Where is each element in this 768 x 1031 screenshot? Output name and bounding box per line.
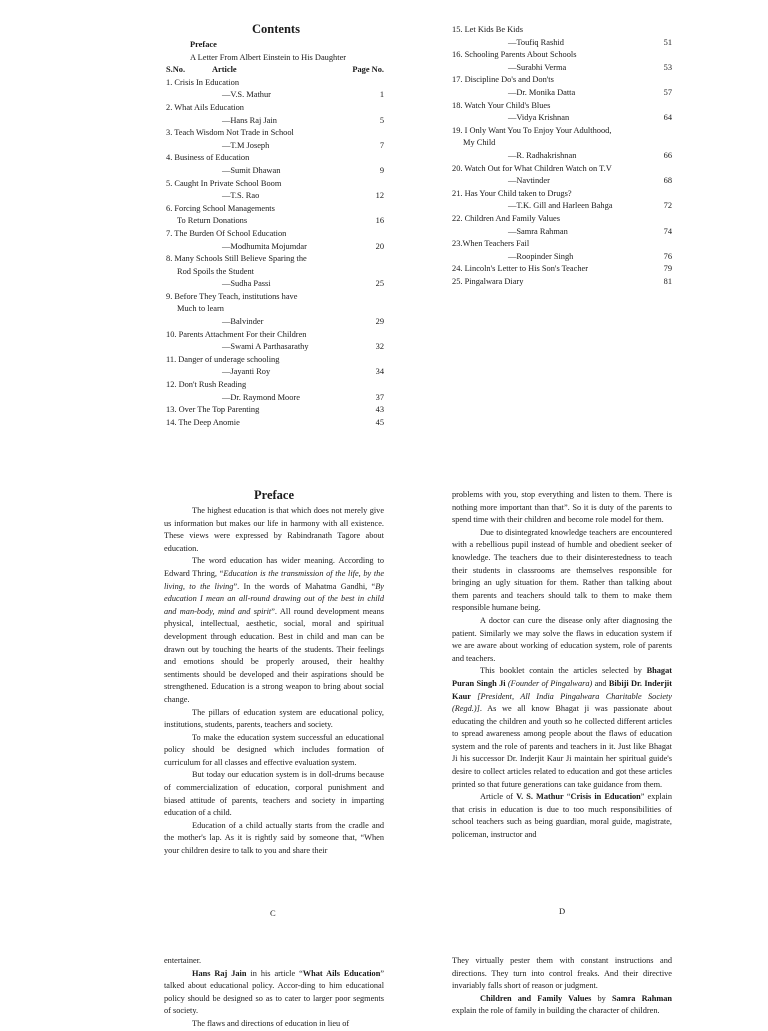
continued-left-text: [164, 955, 384, 1031]
toc-entry-author: —Navtinder: [508, 176, 550, 186]
toc-entry-page: 29: [375, 317, 384, 327]
toc-entry: [166, 127, 384, 140]
contents-right-column: [452, 24, 672, 288]
toc-letter: A Letter From Albert Einstein to His Daughter: [190, 52, 347, 62]
toc-entry-author: —Hans Raj Jain: [222, 115, 277, 125]
contents-title: Contents: [252, 22, 300, 36]
toc-entry-title-cont: To Return Donations: [177, 216, 248, 226]
toc-entry: [166, 215, 384, 228]
toc-entry: [166, 329, 384, 342]
toc-entry: [452, 125, 672, 138]
toc-entry: [452, 188, 672, 201]
paragraph: Children and Family Values by Samra Rahman explain the role of family in building the character of children.: [452, 993, 672, 1016]
toc-entry-page: 1: [379, 90, 384, 100]
toc-entry: [166, 228, 384, 241]
toc-entry-page: 25: [375, 279, 384, 289]
toc-entry-title: 3. Teach Wisdom Not Trade in School: [166, 128, 294, 138]
toc-entry: [452, 49, 672, 62]
continued-page: [0, 955, 768, 1028]
toc-entry-page: 9: [379, 165, 384, 175]
toc-entry: [166, 291, 384, 304]
toc-entry-page: 68: [663, 176, 672, 186]
toc-entry-page: 64: [663, 113, 672, 123]
toc-entry-title-cont: Much to learn: [177, 304, 224, 314]
toc-entry-author: —Sudha Passi: [222, 279, 271, 289]
toc-entry-page: 7: [379, 140, 384, 150]
toc-entry-page: 5: [379, 115, 384, 125]
toc-entry-title: 11. Danger of underage schooling: [166, 354, 280, 364]
toc-entry-title: 16. Schooling Parents About Schools: [452, 50, 577, 60]
toc-entry: [452, 137, 672, 150]
toc-entry: [452, 150, 672, 163]
toc-header-article: Article: [212, 65, 237, 75]
toc-entry-author: —V.S. Mathur: [222, 90, 271, 100]
paragraph: This booklet contain the articles selected by Bhagat Puran Singh Ji (Founder of Pingalwara) and Bibiji Dr. Inderjit Kaur [President, All India Pingalwara Charitable Society (Regd.)]. As we all know Bhagat ji was passionate about educating the children and youth so he collected different articles to spread awareness among people about the flaws of education system and the role of parents and teachers in it. Just like Bhagat Ji his successor Dr. Inderjit Kaur Ji maintain her spiritual guide's desire to collect articles related to education and got these articles printed so that future generations can take guidance from them.: [452, 666, 672, 789]
toc-list-right: [452, 24, 672, 288]
paragraph: The highest education is that which does not merely give us information but makes our life in harmony with all existence. These views were expressed by Rabindranath Tagore about education.: [164, 506, 384, 553]
preface-title: Preface: [253, 488, 294, 502]
toc-entry-author: —Roopinder Singh: [508, 251, 574, 261]
toc-entry-page: 37: [375, 392, 384, 402]
toc-entry-author: —T.K. Gill and Harleen Bahga: [508, 201, 613, 211]
toc-entry-title: 9. Before They Teach, institutions have: [166, 291, 298, 301]
toc-entry: [452, 263, 672, 276]
toc-entry-page: 74: [663, 226, 672, 236]
toc-entry: [452, 37, 672, 50]
toc-entry-title: 18. Watch Your Child's Blues: [452, 100, 551, 110]
toc-entry-title: 1. Crisis In Education: [166, 77, 240, 87]
toc-entry: [452, 87, 672, 100]
toc-entry: [452, 276, 672, 289]
toc-entry: [452, 112, 672, 125]
preface-right-column: [452, 489, 672, 842]
toc-entry-title: 7. The Burden Of School Education: [166, 228, 287, 238]
toc-entry: [166, 89, 384, 102]
toc-entry: [166, 140, 384, 153]
toc-header-page: Page No.: [352, 65, 384, 75]
paragraph: Education of a child actually starts from the cradle and the mother's lap. As it is rightly said by someone that, “When your children desire to talk to you and share their: [164, 820, 384, 856]
toc-entry-title: 6. Forcing School Managements: [166, 203, 275, 213]
toc-entry: [452, 163, 672, 176]
toc-entry-title: 17. Discipline Do's and Don'ts: [452, 75, 554, 85]
toc-entry-title: 10. Parents Attachment For their Children: [166, 329, 307, 339]
toc-entry-author: —Swami A Parthasarathy: [222, 342, 309, 352]
toc-entry: [166, 404, 384, 417]
toc-entry-author: —R. Radhakrishnan: [508, 150, 577, 160]
toc-entry-title: 19. I Only Want You To Enjoy Your Adulthood,: [452, 125, 612, 135]
toc-entry-title: 21. Has Your Child taken to Drugs?: [452, 188, 572, 198]
paragraph: Hans Raj Jain in his article “What Ails Education” talked about educational policy. Accor-ding to him educational policy should be designed so as to cater to larger poor segments of society.: [164, 968, 384, 1016]
paragraph: Article of V. S. Mathur “Crisis in Education” explain that crisis in education is due to too much responsibilities of school teachers such as being guardian, moral guide, magistrate, policeman, instructor and: [452, 792, 672, 840]
paragraph: problems with you, stop everything and listen to them. There is nothing more important than that”. So it is duty of the parents to spend time with their children and become role model for them.: [452, 490, 672, 525]
toc-entry-author: —Sumit Dhawan: [222, 165, 281, 175]
toc-entry-page: 20: [375, 241, 384, 251]
contents-page: [0, 0, 768, 440]
toc-entry: [166, 178, 384, 191]
toc-header-sno: S.No.: [166, 65, 186, 75]
paragraph: entertainer.: [164, 956, 202, 965]
toc-entry: [452, 62, 672, 75]
paragraph: The pillars of education system are educational policy, institutions, students, parents, teachers and society.: [164, 707, 384, 730]
preface-left-column: [164, 488, 384, 858]
toc-entry-title: 12. Don't Rush Reading: [166, 380, 247, 390]
toc-entry-page: 12: [375, 191, 384, 201]
toc-entry-title: 5. Caught In Private School Boom: [166, 178, 282, 188]
toc-entry: [166, 303, 384, 316]
toc-entry: [452, 200, 672, 213]
toc-entry: [452, 238, 672, 251]
toc-entry: [166, 152, 384, 165]
toc-entry-title: 4. Business of Education: [166, 153, 250, 163]
paragraph: They virtually pester them with constant instructions and directions. They turn into control freaks. And their directive invariably falls short of reason or judgment.: [452, 956, 672, 991]
toc-entry-author: —Samra Rahman: [508, 226, 568, 236]
toc-entry: [166, 115, 384, 128]
continued-right-text: [452, 955, 672, 1018]
toc-entry: [166, 341, 384, 354]
toc-entry: [452, 213, 672, 226]
toc-entry-author: —T.M Joseph: [222, 140, 270, 150]
toc-entry-title-cont: My Child: [463, 138, 496, 148]
toc-entry: [166, 354, 384, 367]
toc-entry-title: 2. What Ails Education: [166, 102, 244, 112]
contents-left-column: [166, 22, 384, 429]
paragraph: But today our education system is in doll-drums because of commercialization of education, corporal punishment and biased attitude of parents, teachers and society in imparting education of a child.: [164, 770, 384, 818]
toc-entry-page: 57: [663, 87, 672, 97]
toc-entry: [166, 392, 384, 405]
toc-entry: [452, 251, 672, 264]
toc-entry: [166, 366, 384, 379]
toc-entry-title: 23.When Teachers Fail: [452, 239, 530, 249]
paragraph: A doctor can cure the disease only after diagnosing the patient. Similarly we may solve the flaws in education system if we are aware about working of education system, role of parents and teachers.: [452, 615, 672, 663]
toc-entry-author: —T.S. Rao: [222, 191, 260, 201]
toc-entry-title: 14. The Deep Anomie: [166, 417, 240, 427]
toc-entry: [166, 203, 384, 216]
toc-entry: [452, 100, 672, 113]
toc-entry-title: 15. Let Kids Be Kids: [452, 25, 523, 34]
toc-entry: [452, 226, 672, 239]
page-letter-c: C: [270, 908, 276, 918]
toc-entry-page: 79: [663, 264, 672, 274]
toc-entry-title-cont: Rod Spoils the Student: [177, 266, 255, 276]
toc-entry-page: 34: [375, 367, 384, 377]
toc-entry-title: 8. Many Schools Still Believe Sparing the: [166, 254, 307, 264]
toc-entry: [166, 190, 384, 203]
toc-entry: [166, 266, 384, 279]
toc-entry-author: —Dr. Monika Datta: [508, 87, 576, 97]
toc-entry-title: 25. Pingalwara Diary: [452, 276, 524, 286]
toc-entry-author: —Toufiq Rashid: [508, 37, 564, 47]
toc-entry-title: 20. Watch Out for What Children Watch on T.V: [452, 163, 612, 173]
toc-entry: [452, 24, 672, 37]
toc-entry-author: —Balvinder: [222, 317, 264, 327]
toc-entry-page: 32: [375, 342, 384, 352]
toc-list-left: [166, 77, 384, 430]
toc-entry: [166, 102, 384, 115]
paragraph: To make the education system successful an educational policy should be designed which includes formation of curriculum for all classes and effective evaluation system.: [164, 732, 384, 767]
paragraph: Due to disintegrated knowledge teachers are encountered with a rebellious pupil instead of humble and obedient seeker of knowledge. The teachers due to their disinterestedness to teach their students in classrooms are themselves responsible for bringing an ugly situation for them. Rather than talking about them parents and teachers should talk to them to make them responsible humane being.: [452, 527, 672, 613]
toc-preface: Preface: [190, 40, 217, 49]
toc-entry-page: 53: [663, 62, 672, 72]
toc-entry-author: —Dr. Raymond Moore: [222, 392, 300, 402]
toc-entry-page: 72: [663, 201, 672, 211]
toc-entry: [166, 316, 384, 329]
toc-entry: [452, 175, 672, 188]
toc-entry-page: 51: [663, 37, 672, 47]
paragraph: The flaws and directions of education in lieu of: [192, 1018, 350, 1028]
toc-entry: [166, 278, 384, 291]
toc-entry-page: 81: [663, 276, 672, 286]
toc-entry-author: —Surabhi Verma: [508, 62, 567, 72]
toc-entry: [166, 379, 384, 392]
toc-entry-title: 22. Children And Family Values: [452, 213, 561, 223]
toc-entry-page: 43: [375, 405, 384, 415]
toc-entry-page: 66: [663, 150, 672, 160]
toc-entry: [166, 165, 384, 178]
toc-entry: [166, 241, 384, 254]
toc-entry: [166, 253, 384, 266]
toc-entry-page: 45: [375, 417, 384, 427]
toc-entry-author: —Vidya Krishnan: [508, 113, 570, 123]
toc-entry-page: 76: [663, 251, 672, 261]
toc-entry-title: 24. Lincoln's Letter to His Son's Teacher: [452, 264, 589, 274]
toc-entry: [166, 77, 384, 90]
toc-header: [166, 64, 384, 77]
preface-page: [0, 488, 768, 928]
preface-right-text: [452, 489, 672, 842]
toc-entry: [166, 417, 384, 430]
preface-left-text: [164, 505, 384, 858]
toc-entry-author: —Jayanti Roy: [222, 367, 271, 377]
toc-entry-page: 16: [375, 216, 384, 226]
toc-entry: [452, 74, 672, 87]
paragraph: The word education has wider meaning. According to Edward Thring, “Education is the transmission of the life, by the living, to the living”. In the words of Mahatma Gandhi, “By education I mean an all-round drawing out of the best in child and man-body, mind and spirit”. All round development means physical, intellectual, aesthetic, social, moral and spiritual development through education. Best in child and man can be drawn out by touching the hearts of the students. Their feelings and emotions should be properly aroused, their healthy sentiments should be developed and their aspirations should be strengthened. Education is a strong weapon to bring about social change.: [164, 556, 384, 704]
page-letter-d: D: [559, 906, 566, 916]
toc-entry-author: —Modhumita Mojumdar: [222, 241, 307, 251]
toc-entry-title: 13. Over The Top Parenting: [166, 405, 260, 415]
